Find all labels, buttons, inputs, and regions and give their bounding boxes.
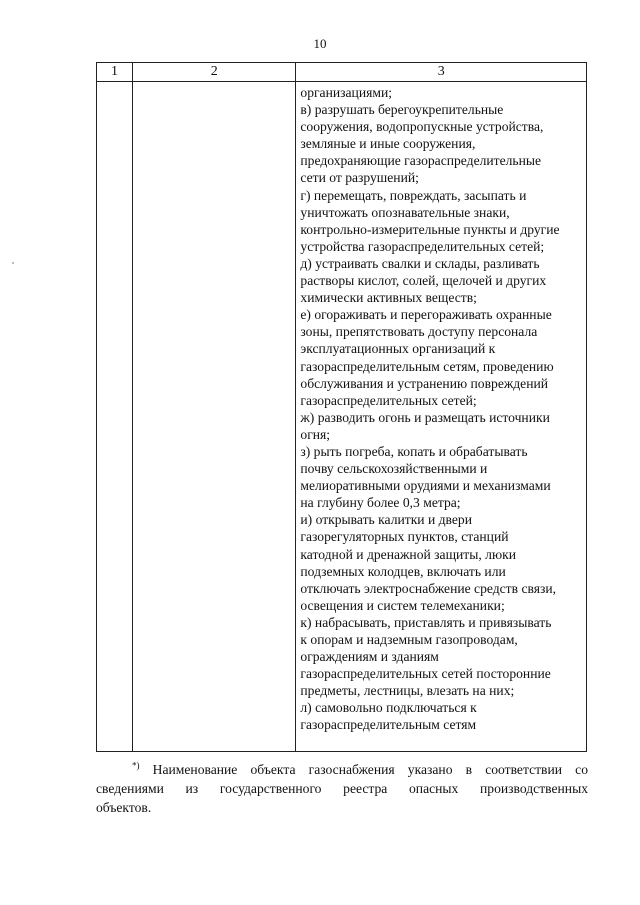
text-line: ж) разводить огонь и размещать источники: [300, 409, 550, 425]
text-line: зоны, препятствовать доступу персонала: [300, 324, 538, 340]
text-line: сети от разрушений;: [300, 170, 419, 186]
text-line: катодной и дренажной защиты, люки: [300, 546, 516, 562]
text-line: е) огораживать и перегораживать охранные: [300, 307, 552, 323]
header-col-2: 2: [133, 63, 296, 82]
text-line: д) устраивать свалки и склады, разливать: [300, 255, 540, 271]
cell-col-1: [97, 82, 133, 752]
text-line: предметы, лестницы, влезать на них;: [300, 683, 515, 699]
text-line: почву сельскохозяйственными и: [300, 461, 488, 477]
footnote: [96, 760, 588, 817]
text-line: газораспределительным сетям: [300, 717, 477, 733]
text-line: и) открывать калитки и двери: [300, 512, 473, 528]
regulation-table: [96, 62, 587, 752]
table-header-row: [97, 63, 587, 82]
text-line: земляные и иные сооружения,: [300, 136, 476, 152]
text-line: в) разрушать берегоукрепительные: [300, 102, 504, 118]
text-line: л) самовольно подключаться к: [300, 700, 477, 716]
footnote-line-2: сведениями из государственного реестра опасных производственных: [96, 781, 588, 796]
text-line: газораспределительным сетям, проведению: [300, 358, 554, 374]
text-line: сооружения, водопропускные устройства,: [300, 119, 544, 135]
page-number: 10: [313, 36, 327, 51]
text-line: предохраняющие газораспределительные: [300, 153, 542, 169]
text-line: ограждениям и зданиям: [300, 649, 439, 665]
text-line: обслуживания и устранению повреждений: [300, 375, 549, 391]
header-col-3: 3: [296, 63, 587, 82]
text-line: к опорам и надземным газопроводам,: [300, 632, 518, 647]
text-line: к) набрасывать, приставлять и привязывать: [300, 614, 552, 630]
text-line: газораспределительных сетей посторонние: [300, 666, 551, 682]
text-line: з) рыть погреба, копать и обрабатывать: [300, 443, 528, 459]
text-line: химически активных веществ;: [300, 290, 477, 306]
scan-artifact: [12, 262, 14, 264]
text-line: газорегуляторных пунктов, станций: [300, 529, 509, 545]
footnote-line-3: объектов.: [96, 800, 152, 815]
text-line: уничтожать опознавательные знаки,: [300, 204, 510, 220]
header-col-1: 1: [97, 63, 133, 82]
text-line: растворы кислот, солей, щелочей и других: [300, 273, 547, 289]
text-line: контрольно-измерительные пункты и другие: [300, 221, 560, 237]
footnote-mark: *): [132, 760, 140, 771]
text-line: огня;: [300, 426, 331, 442]
text-line: освещения и систем телемеханики;: [300, 597, 505, 613]
text-line: мелиоративными орудиями и механизмами: [300, 478, 551, 494]
prohibitions-text: [296, 82, 586, 734]
footnote-text-1: Наименование объекта газоснабжения указано в соответствии со: [152, 762, 588, 777]
text-line: отключать электроснабжение средств связи,: [300, 580, 557, 596]
cell-col-3: [296, 82, 587, 752]
cell-col-2: [133, 82, 296, 752]
text-line: на глубину более 0,3 метра;: [300, 495, 461, 511]
text-line: подземных колодцев, включать или: [300, 563, 506, 579]
table-row: [97, 82, 587, 752]
text-line: эксплуатационных организаций к: [300, 341, 496, 357]
text-line: газораспределительных сетей;: [300, 392, 477, 408]
text-line: г) перемещать, повреждать, засыпать и: [300, 187, 527, 203]
text-line: устройства газораспределительных сетей;: [300, 238, 545, 254]
footnote-line-1: [96, 760, 588, 779]
text-line: организациями;: [300, 85, 393, 100]
